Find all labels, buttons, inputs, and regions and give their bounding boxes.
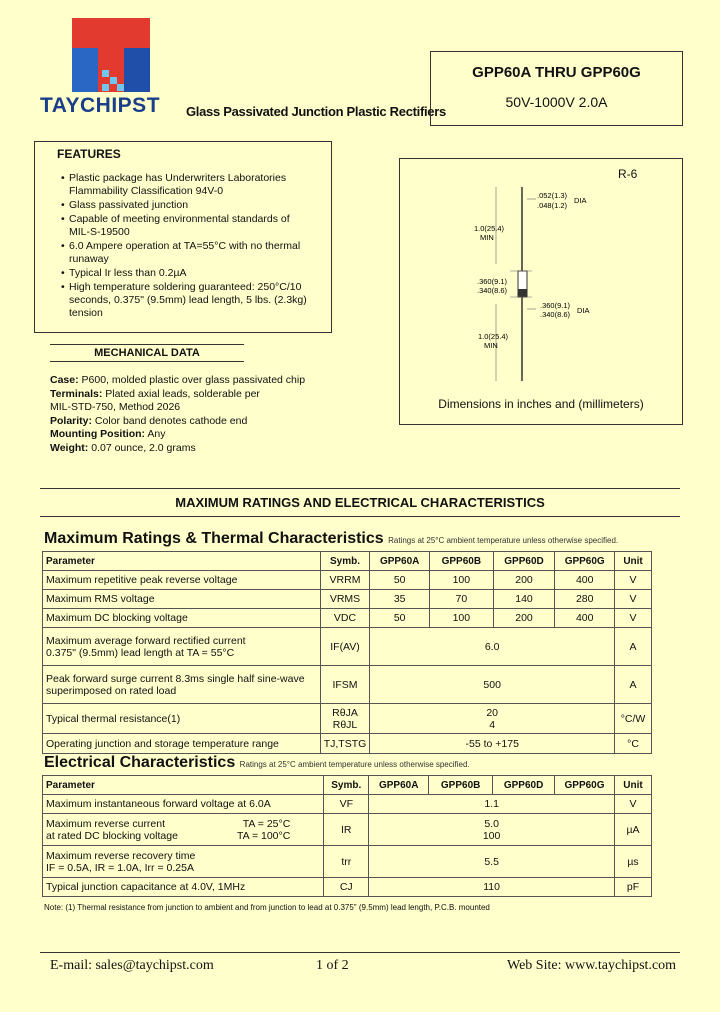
dia-label-body: DIA — [577, 306, 590, 315]
cell-value: 70 — [430, 590, 494, 609]
weight-label: Weight: — [50, 441, 89, 454]
condition-line: TA = 25°C — [242, 817, 291, 830]
package-outline-drawing — [400, 159, 682, 399]
param-line: Maximum reverse recovery time — [46, 849, 196, 862]
cell-unit: pF — [614, 878, 651, 897]
param-line: Maximum average forward rectified current — [46, 634, 246, 647]
feature-item: • Glass passivated junction — [61, 199, 319, 212]
cell-symbol — [320, 704, 370, 734]
header-gpp60b: GPP60B — [430, 552, 494, 571]
cell-unit: °C/W — [615, 704, 652, 734]
table-row — [43, 590, 652, 609]
table-header-row — [43, 776, 652, 795]
product-subtitle: Glass Passivated Junction Plastic Rectifiers — [186, 104, 446, 119]
cell-unit: A — [615, 628, 652, 666]
features-box — [34, 141, 332, 333]
cell-value: 110 — [369, 878, 615, 897]
cell-value: 280 — [555, 590, 615, 609]
cell-symbol: TJ,TSTG — [320, 734, 370, 754]
cell-value: 5.5 — [369, 846, 615, 878]
footer-divider — [40, 952, 680, 953]
cell-value: 400 — [555, 571, 615, 590]
cell-symbol: VF — [324, 795, 369, 814]
value-line: 20 — [486, 706, 499, 719]
mounting-value: Any — [145, 428, 166, 441]
footer-email[interactable]: E-mail: sales@taychipst.com — [50, 958, 214, 973]
param-line: superimposed on rated load — [46, 684, 177, 697]
cell-value: 200 — [493, 571, 555, 590]
feature-item: • High temperature soldering guaranteed: 250°C/10 seconds, 0.375" (9.5mm) lead length, 5 lbs. (2.3kg) tension — [61, 281, 313, 320]
cell-parameter — [43, 814, 324, 846]
cell-unit: µA — [614, 814, 651, 846]
cell-symbol: IFSM — [320, 666, 370, 704]
package-label: R-6 — [618, 167, 638, 181]
terminals-label: Terminals: — [50, 387, 103, 400]
feature-item: • 6.0 Ampere operation at TA=55°C with no thermal runaway — [61, 240, 319, 266]
mechanical-data — [50, 374, 305, 456]
header-parameter: Parameter — [43, 552, 321, 571]
feature-item: • Capable of meeting environmental standards of MIL-S-19500 — [61, 213, 309, 239]
header-gpp60a: GPP60A — [369, 776, 429, 795]
weight-value: 0.07 ounce, 2.0 grams — [88, 441, 196, 454]
feature-item: • Typical Ir less than 0.2µA — [61, 267, 319, 280]
dim-lead-dia: .052(1.3) — [537, 191, 568, 200]
polarity-value: Color band denotes cathode end — [92, 414, 248, 427]
cell-value: 100 — [430, 609, 494, 628]
terminals-value: Plated axial leads, solderable per — [102, 387, 260, 400]
param-line: 0.375" (9.5mm) lead length at TA = 55°C — [46, 646, 235, 659]
cell-parameter: Operating junction and storage temperature range — [43, 734, 321, 754]
case-value: P600, molded plastic over glass passivated chip — [78, 374, 306, 386]
param-line: IF = 0.5A, IR = 1.0A, Irr = 0.25A — [46, 861, 194, 874]
cell-value — [369, 814, 615, 846]
dim-lead-length-top: 1.0(25.4) — [474, 224, 505, 233]
cell-unit: °C — [615, 734, 652, 754]
cell-unit: µs — [614, 846, 651, 878]
header-gpp60d: GPP60D — [493, 776, 555, 795]
table-row — [43, 666, 652, 704]
table-row — [43, 609, 652, 628]
cell-parameter — [43, 846, 324, 878]
part-number-title: GPP60A THRU GPP60G — [472, 64, 641, 81]
header-unit: Unit — [614, 776, 651, 795]
section-title: MAXIMUM RATINGS AND ELECTRICAL CHARACTERISTICS — [40, 488, 680, 517]
terminals-value-2: MIL-STD-750, Method 2026 — [50, 401, 181, 414]
cell-value: 35 — [370, 590, 430, 609]
dim-body-length: .360(9.1) — [477, 277, 508, 286]
symbol-line: RθJA — [332, 706, 358, 719]
header-gpp60b: GPP60B — [429, 776, 493, 795]
electrical-header — [44, 754, 470, 772]
cell-value: 400 — [555, 609, 615, 628]
thermal-note: Note: (1) Thermal resistance from junction to ambient and from junction to lead at 0.375" (9.5mm) lead length, P.C.B. mounted — [44, 903, 490, 912]
dia-label: DIA — [574, 196, 587, 205]
polarity-label: Polarity: — [50, 414, 93, 427]
cell-value: 6.0 — [370, 628, 615, 666]
dim-lead-dia-2: .048(1.2) — [537, 201, 568, 210]
cell-unit: V — [615, 590, 652, 609]
brand-name: TAYCHIPST — [40, 94, 161, 117]
electrical-note: Ratings at 25°C ambient temperature unless otherwise specified. — [239, 760, 470, 769]
cell-parameter: Typical junction capacitance at 4.0V, 1MHz — [43, 878, 324, 897]
cell-parameter: Maximum repetitive peak reverse voltage — [43, 571, 321, 590]
cell-parameter: Maximum DC blocking voltage — [43, 609, 321, 628]
cell-unit: V — [615, 609, 652, 628]
cell-value: 1.1 — [369, 795, 615, 814]
max-ratings-header — [44, 530, 618, 548]
table-row — [43, 814, 652, 846]
electrical-heading: Electrical Characteristics — [44, 754, 236, 771]
cell-parameter: Maximum RMS voltage — [43, 590, 321, 609]
header-symbol: Symb. — [320, 552, 370, 571]
mounting-label: Mounting Position: — [50, 428, 146, 441]
mechanical-heading: MECHANICAL DATA — [50, 344, 244, 362]
header-symbol: Symb. — [324, 776, 369, 795]
package-drawing-box — [399, 158, 683, 425]
cell-parameter — [43, 628, 321, 666]
cell-symbol: IR — [324, 814, 369, 846]
value-line: 4 — [489, 718, 496, 731]
feature-item: • Plastic package has Underwriters Laboratories Flammability Classification 94V-0 — [61, 172, 309, 198]
header-unit: Unit — [615, 552, 652, 571]
dim-body-length-2: .340(8.6) — [477, 286, 508, 295]
cell-value: 100 — [430, 571, 494, 590]
dimensions-caption: Dimensions in inches and (millimeters) — [438, 397, 644, 411]
cell-symbol: VRRM — [320, 571, 370, 590]
header-parameter: Parameter — [43, 776, 324, 795]
max-ratings-note: Ratings at 25°C ambient temperature unless otherwise specified. — [388, 536, 619, 545]
table-header-row — [43, 552, 652, 571]
max-ratings-table — [42, 551, 652, 754]
case-label: Case: — [50, 374, 79, 386]
table-row — [43, 846, 652, 878]
symbol-line: RθJL — [332, 718, 358, 731]
cell-unit: V — [615, 571, 652, 590]
min-label-bottom: MIN — [484, 341, 498, 350]
cell-symbol: VRMS — [320, 590, 370, 609]
footer-website[interactable]: Web Site: www.taychipst.com — [507, 958, 677, 973]
cell-value: 50 — [370, 571, 430, 590]
cell-unit: A — [615, 666, 652, 704]
cell-parameter: Typical thermal resistance(1) — [43, 704, 321, 734]
cell-symbol: VDC — [320, 609, 370, 628]
features-heading: FEATURES — [57, 147, 121, 161]
header-gpp60d: GPP60D — [493, 552, 555, 571]
dim-body-dia-2: .340(8.6) — [540, 310, 571, 319]
cell-value: 140 — [493, 590, 555, 609]
header-gpp60a: GPP60A — [370, 552, 430, 571]
param-line: at rated DC blocking voltage — [46, 829, 178, 842]
cell-value: 200 — [493, 609, 555, 628]
param-line: Maximum reverse current — [46, 817, 166, 830]
dim-lead-length-bottom: 1.0(25.4) — [478, 332, 509, 341]
param-line: Peak forward surge current 8.3ms single half sine-wave — [46, 672, 305, 685]
footer-page: 1 of 2 — [316, 958, 349, 973]
value-line: 100 — [482, 829, 501, 842]
title-box — [430, 51, 683, 126]
max-ratings-heading: Maximum Ratings & Thermal Characteristics — [44, 530, 384, 547]
taychipst-logo — [72, 18, 150, 92]
table-row — [43, 734, 652, 754]
cell-symbol: CJ — [324, 878, 369, 897]
table-row — [43, 878, 652, 897]
cell-symbol: trr — [324, 846, 369, 878]
cell-value — [370, 704, 615, 734]
value-line: 5.0 — [484, 817, 499, 830]
rating-title: 50V-1000V 2.0A — [505, 94, 608, 110]
cell-value: 500 — [370, 666, 615, 704]
features-list — [53, 172, 319, 321]
table-row — [43, 628, 652, 666]
cell-parameter: Maximum instantaneous forward voltage at 6.0A — [43, 795, 324, 814]
cell-value: -55 to +175 — [370, 734, 615, 754]
cell-symbol: IF(AV) — [320, 628, 370, 666]
table-row — [43, 704, 652, 734]
cell-unit: V — [614, 795, 651, 814]
header-gpp60g: GPP60G — [555, 776, 615, 795]
condition-line: TA = 100°C — [236, 829, 291, 842]
min-label-top: MIN — [480, 233, 494, 242]
table-row — [43, 571, 652, 590]
cell-parameter — [43, 666, 321, 704]
dim-body-dia: .360(9.1) — [540, 301, 571, 310]
header-gpp60g: GPP60G — [555, 552, 615, 571]
electrical-table — [42, 775, 652, 897]
table-row — [43, 795, 652, 814]
cell-value: 50 — [370, 609, 430, 628]
